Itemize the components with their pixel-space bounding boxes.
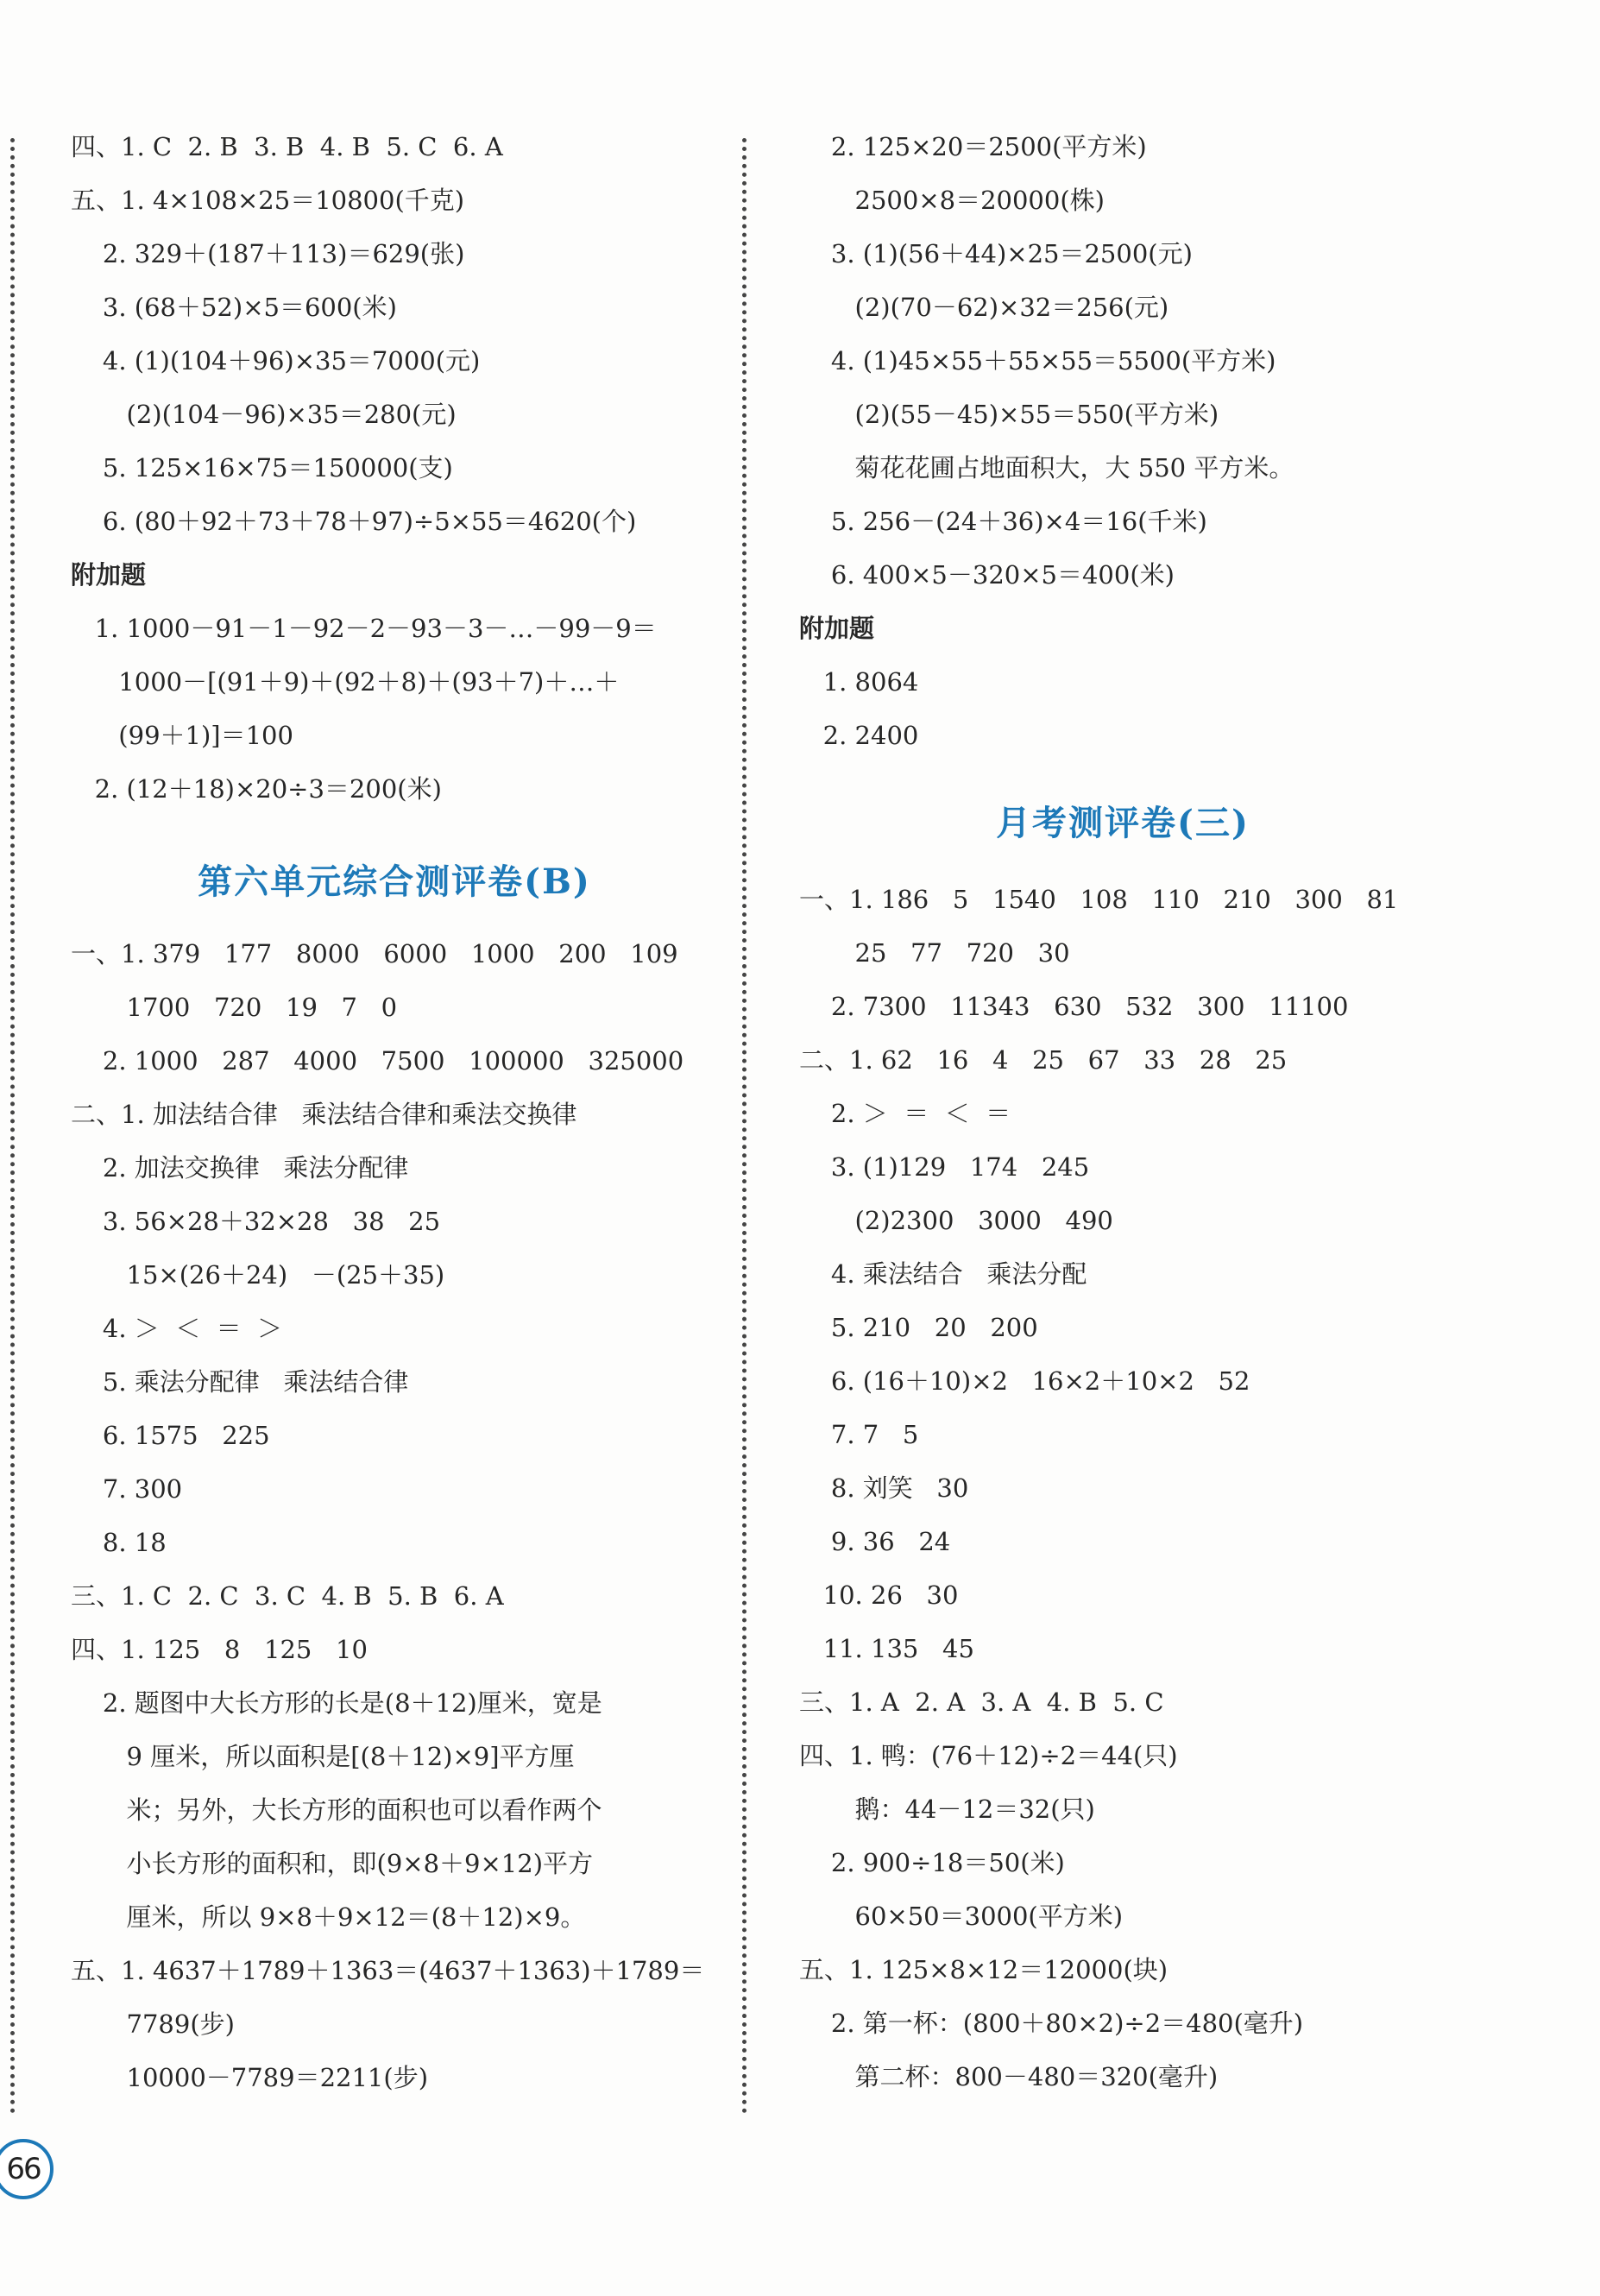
answer-line: (99＋1)]＝100 [71, 721, 293, 750]
answer-line: 小长方形的面积和，即(9×8＋9×12)平方 [71, 1849, 594, 1878]
answer-line: 2. 加法交换律 乘法分配律 [71, 1153, 409, 1183]
answer-line: 6. (16＋10)×2 16×2＋10×2 52 [799, 1366, 1250, 1396]
answer-line: 2. 900÷18＝50(米) [799, 1848, 1065, 1877]
answer-line: 2. 7300 11343 630 532 300 11100 [799, 992, 1349, 1021]
answer-line: 7. 300 [71, 1474, 183, 1504]
answer-line: 三、1. C 2. C 3. C 4. B 5. B 6. A [71, 1581, 504, 1611]
answer-line: 三、1. A 2. A 3. A 4. B 5. C [799, 1687, 1164, 1717]
answer-line: 3. (68＋52)×5＝600(米) [71, 293, 397, 322]
answer-line: 2500×8＝20000(株) [799, 186, 1105, 215]
answer-line: 2. 1000 287 4000 7500 100000 325000 [71, 1046, 684, 1075]
answer-line: 2. ＞ ＝ ＜ ＝ [799, 1099, 1011, 1128]
answer-line: 5. 乘法分配律 乘法结合律 [71, 1367, 409, 1397]
answer-line: 菊花花圃占地面积大，大 550 平方米。 [799, 453, 1294, 483]
answer-line: 11. 135 45 [799, 1634, 974, 1663]
answer-line: 60×50＝3000(平方米) [799, 1902, 1124, 1931]
answer-line: 五、1. 4×108×25＝10800(千克) [71, 186, 465, 215]
answer-line: 2. 125×20＝2500(平方米) [799, 132, 1147, 161]
section-heading: 第六单元综合测评卷(B) [198, 861, 591, 902]
answer-line: 2. 第一杯：(800＋80×2)÷2＝480(毫升) [799, 2009, 1304, 2038]
answer-line: 15×(26＋24) －(25＋35) [71, 1260, 445, 1290]
answer-line: 8. 刘笑 30 [799, 1473, 969, 1503]
answer-line: (2)(104－96)×35＝280(元) [71, 400, 457, 429]
answer-line: 1. 1000－91－1－92－2－93－3－…－99－9＝ [71, 614, 657, 643]
answer-line: 2. 329＋(187＋113)＝629(张) [71, 239, 465, 268]
answer-line: 附加题 [71, 560, 147, 590]
answer-line: 8. 18 [71, 1528, 167, 1557]
answer-line: 四、1. C 2. B 3. B 4. B 5. C 6. A [71, 132, 503, 161]
answer-line: 1700 720 19 7 0 [71, 993, 398, 1022]
page-number: 66 [0, 2139, 54, 2199]
answer-line: 四、1. 125 8 125 10 [71, 1635, 368, 1664]
answer-line: 鹅：44－12＝32(只) [799, 1795, 1095, 1824]
answer-line: 1. 8064 [799, 667, 919, 697]
answer-line: 9. 36 24 [799, 1527, 951, 1556]
answer-line: 1000－[(91＋9)＋(92＋8)＋(93＋7)＋…＋ [71, 667, 620, 697]
answer-line: 3. 56×28＋32×28 38 25 [71, 1207, 441, 1236]
left-binding-dots [10, 138, 15, 2115]
answer-line: 四、1. 鸭：(76＋12)÷2＝44(只) [799, 1741, 1178, 1770]
answer-line: 2. 题图中大长方形的长是(8＋12)厘米，宽是 [71, 1688, 602, 1718]
answer-line: 二、1. 加法结合律 乘法结合律和乘法交换律 [71, 1100, 577, 1129]
answer-line: (2)(70－62)×32＝256(元) [799, 293, 1169, 322]
answer-line: 五、1. 4637＋1789＋1363＝(4637＋1363)＋1789＝ [71, 1956, 705, 1985]
answer-line: 6. 400×5－320×5＝400(米) [799, 560, 1175, 590]
answer-line: 10000－7789＝2211(步) [71, 2063, 429, 2092]
center-column-divider [742, 138, 746, 2115]
answer-line: 附加题 [799, 614, 875, 643]
answer-line: 3. (1)(56＋44)×25＝2500(元) [799, 239, 1193, 268]
answer-line: 25 77 720 30 [799, 938, 1070, 968]
answer-line: 3. (1)129 174 245 [799, 1152, 1090, 1182]
answer-line: 五、1. 125×8×12＝12000(块) [799, 1955, 1169, 1984]
answer-line: 6. (80＋92＋73＋78＋97)÷5×55＝4620(个) [71, 507, 637, 536]
answer-line: 10. 26 30 [799, 1580, 959, 1610]
answer-line: 2. (12＋18)×20÷3＝200(米) [71, 774, 442, 804]
answer-line: 7789(步) [71, 2009, 235, 2039]
answer-line: 厘米，所以 9×8＋9×12＝(8＋12)×9。 [71, 1902, 586, 1932]
answer-line: 二、1. 62 16 4 25 67 33 28 25 [799, 1045, 1288, 1075]
answer-line: (2)(55－45)×55＝550(平方米) [799, 400, 1219, 429]
answer-line: 4. ＞ ＜ ＝ ＞ [71, 1314, 283, 1343]
answer-line: 9 厘米，所以面积是[(8＋12)×9]平方厘 [71, 1742, 575, 1771]
answer-line: 5. 256－(24＋36)×4＝16(千米) [799, 507, 1207, 536]
answer-line: 一、1. 379 177 8000 6000 1000 200 109 [71, 939, 678, 968]
answer-line: 5. 210 20 200 [799, 1313, 1038, 1342]
answer-line: 米；另外，大长方形的面积也可以看作两个 [71, 1795, 602, 1825]
answer-line: 4. (1)(104＋96)×35＝7000(元) [71, 346, 481, 375]
section-heading: 月考测评卷(三) [996, 803, 1250, 843]
answer-line: 4. (1)45×55＋55×55＝5500(平方米) [799, 346, 1276, 375]
answer-line: 4. 乘法结合 乘法分配 [799, 1259, 1087, 1289]
answer-line: 一、1. 186 5 1540 108 110 210 300 81 [799, 885, 1399, 914]
answer-line: 6. 1575 225 [71, 1421, 270, 1450]
answer-line: 7. 7 5 [799, 1420, 919, 1449]
answer-line: 5. 125×16×75＝150000(支) [71, 453, 453, 483]
answer-line: 第二杯：800－480＝320(毫升) [799, 2062, 1219, 2091]
answer-line: 2. 2400 [799, 721, 919, 750]
answer-line: (2)2300 3000 490 [799, 1206, 1113, 1235]
